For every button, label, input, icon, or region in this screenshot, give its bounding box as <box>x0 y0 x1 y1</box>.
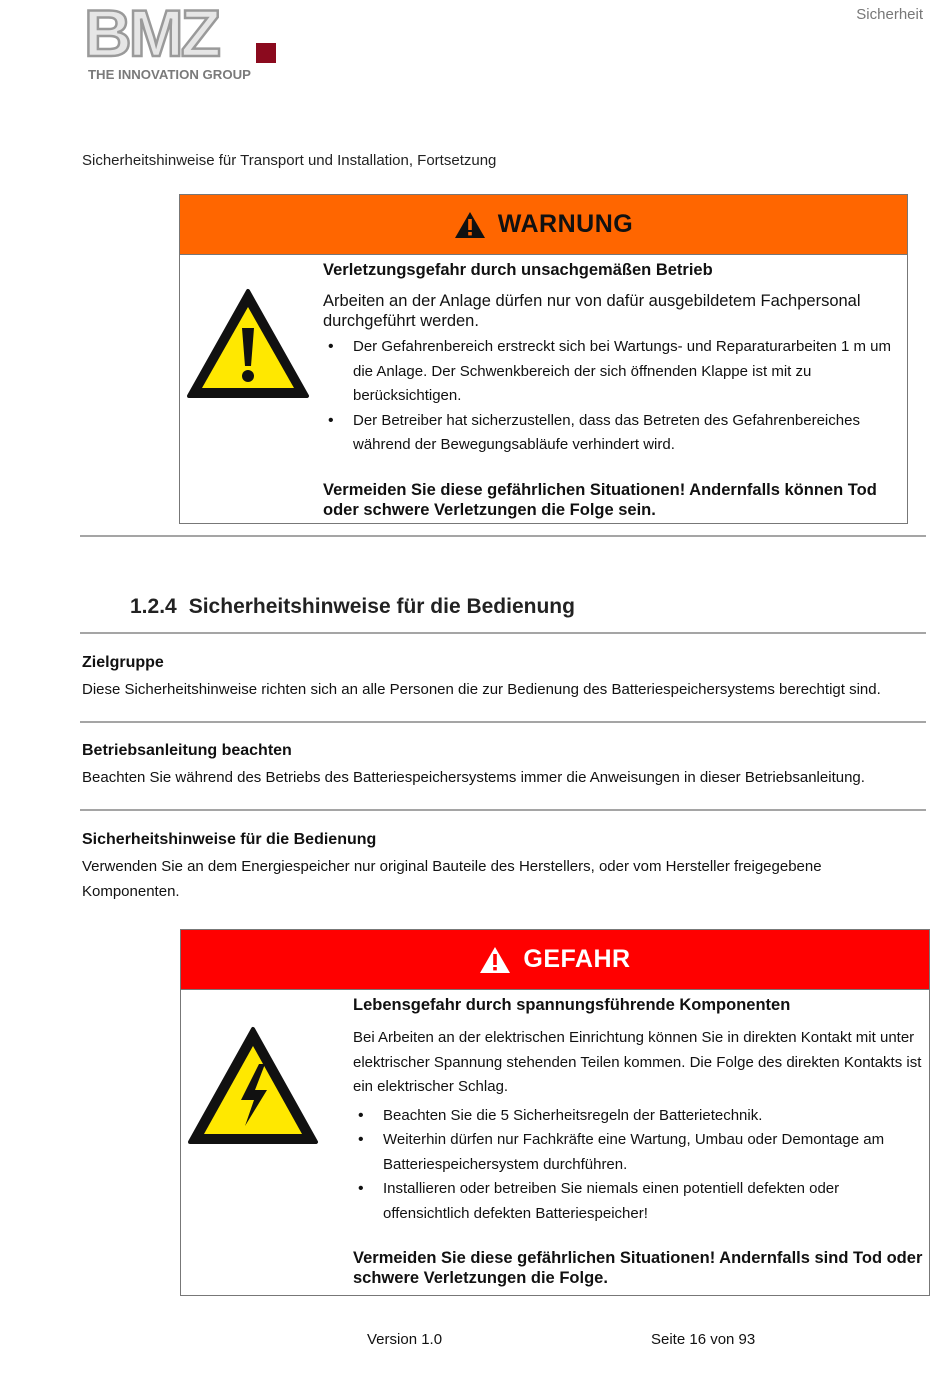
warning-header <box>180 195 907 255</box>
section-number: 1.2.4 <box>130 595 177 618</box>
running-head: Sicherheitshinweise für Transport und Installation, Fortsetzung <box>82 152 497 169</box>
danger-notice <box>180 929 930 1296</box>
warning-signal-word: WARNUNG <box>497 210 634 238</box>
operation-safety-text: Verwenden Sie an dem Energiespeicher nur original Bauteile des Herstellers, oder vom Hersteller freigegebene Komponenten. <box>82 858 822 900</box>
logo-square <box>256 43 276 63</box>
list-item: • Weiterhin dürfen nur Fachkräfte eine Wartung, Umbau oder Demontage am Batteriespeichersystem durchführen. <box>353 1128 923 1177</box>
target-group-heading: Zielgruppe <box>82 654 164 671</box>
logo-tagline: THE INNOVATION GROUP <box>88 67 251 82</box>
warning-lead: Arbeiten an der Anlage dürfen nur von dafür ausgebildetem Fachpersonal durchgeführt werden. <box>323 292 861 330</box>
danger-subtitle: Lebensgefahr durch spannungsführende Komponenten <box>353 996 791 1014</box>
warning-consequence: Vermeiden Sie diese gefährlichen Situationen! Andernfalls können Tod oder schwere Verletzungen die Folge sein. <box>323 480 877 519</box>
high-voltage-triangle-icon <box>187 1026 319 1146</box>
warning-notice <box>179 194 908 524</box>
operation-safety-heading: Sicherheitshinweise für die Bedienung <box>82 831 377 848</box>
divider <box>80 809 926 811</box>
list-item: • Der Betreiber hat sicherzustellen, dass das Betreten des Gefahrenbereiches während der Bewegungsabläufe verhindert wird. <box>323 409 898 458</box>
list-item: • Installieren oder betreiben Sie niemals einen potentiell defekten oder offensichtlich defekten Batteriespeicher! <box>353 1177 923 1226</box>
danger-lead: Bei Arbeiten an der elektrischen Einrichtung können Sie in direkten Kontakt mit unter elektrischer Spannung stehenden Teilen kommen. Die Folge des direkten Kontakts ist ein elektrischer Schlag. <box>353 1029 922 1095</box>
logo-text: BMZ <box>84 2 218 70</box>
divider <box>80 721 926 723</box>
danger-signal-word: GEFAHR <box>523 945 631 973</box>
manual-heading: Betriebsanleitung beachten <box>82 742 292 759</box>
bmz-logo <box>82 2 280 86</box>
version-label: Version 1.0 <box>367 1331 443 1348</box>
danger-consequence: Vermeiden Sie diese gefährlichen Situationen! Andernfalls sind Tod oder schwere Verletzungen die Folge. <box>353 1249 923 1287</box>
danger-body <box>353 996 923 1288</box>
target-group-text: Diese Sicherheitshinweise richten sich an alle Personen die zur Bedienung des Batteriespeichersystems berechtigt sind. <box>82 681 881 698</box>
list-item: • Beachten Sie die 5 Sicherheitsregeln der Batterietechnik. <box>353 1104 923 1129</box>
warning-sign-icon <box>454 211 486 239</box>
warning-body <box>323 261 898 520</box>
warning-triangle-exclamation-icon <box>186 288 310 400</box>
chapter-label: Sicherheit <box>856 6 923 23</box>
warning-subtitle: Verletzungsgefahr durch unsachgemäßen Betrieb <box>323 261 713 279</box>
list-item: • Der Gefahrenbereich erstreckt sich bei Wartungs- und Reparaturarbeiten 1 m um die Anlage. Der Schwenkbereich der sich öffnenden Klappe ist mit zu berücksichtigen. <box>323 335 898 409</box>
warning-list <box>323 335 898 458</box>
danger-list <box>353 1104 923 1227</box>
danger-header <box>181 930 929 990</box>
danger-sign-icon <box>479 946 511 974</box>
section-heading <box>130 595 575 619</box>
divider <box>80 535 926 537</box>
page-number: Seite 16 von 93 <box>651 1331 756 1348</box>
divider <box>80 632 926 634</box>
section-title: Sicherheitshinweise für die Bedienung <box>188 595 575 618</box>
manual-text: Beachten Sie während des Betriebs des Batteriespeichersystems immer die Anweisungen in dieser Betriebsanleitung. <box>82 769 865 786</box>
